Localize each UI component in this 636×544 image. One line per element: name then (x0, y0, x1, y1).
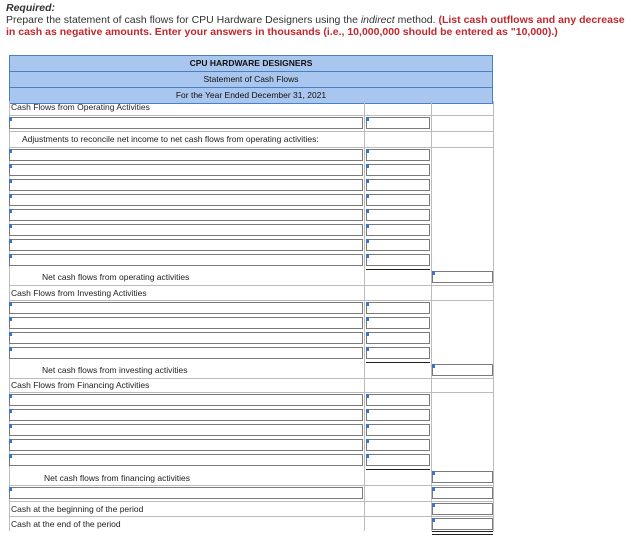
financing-net-label: Net cash flows from financing activities (44, 473, 190, 483)
column-divider (364, 101, 365, 531)
operating-adjustment-amount-input[interactable] (366, 194, 430, 206)
operating-adjustment-amount-input[interactable] (366, 224, 430, 236)
operating-net-income-label-input[interactable] (9, 117, 363, 129)
row-divider (9, 392, 493, 393)
financing-label-input[interactable] (9, 454, 363, 466)
cash-beginning-label: Cash at the beginning of the period (11, 504, 144, 514)
operating-adjustment-amount-input[interactable] (366, 209, 430, 221)
operating-adjustment-label-input[interactable] (9, 209, 363, 221)
instructions-emphasis: (List cash outflows and any decrease in cash as negative amounts. Enter your answers in thousands (i.e., 10,000,000 should be entered as "10,000).) (6, 14, 625, 38)
operating-adjustment-amount-input[interactable] (366, 239, 430, 251)
instructions-text (6, 14, 632, 38)
investing-net-label: Net cash flows from investing activities (42, 365, 188, 375)
adjustments-label: Adjustments to reconcile net income to net cash flows from operating activities: (22, 134, 319, 144)
row-divider (9, 378, 493, 379)
statement-header (9, 55, 493, 104)
operating-net-income-amount-input[interactable] (366, 117, 430, 129)
operating-adjustment-amount-input[interactable] (366, 164, 430, 176)
investing-heading: Cash Flows from Investing Activities (11, 288, 147, 298)
investing-amount-input[interactable] (366, 302, 430, 314)
net-change-label-input[interactable] (9, 487, 363, 499)
subtotal-line (366, 469, 430, 470)
financing-net-total-input[interactable] (432, 471, 493, 483)
instructions-part1: Prepare the statement of cash flows for CPU Hardware Designers using the (6, 14, 361, 26)
operating-adjustment-label-input[interactable] (9, 164, 363, 176)
subtotal-line (366, 362, 430, 363)
financing-amount-input[interactable] (366, 439, 430, 451)
company-name: CPU HARDWARE DESIGNERS (9, 55, 493, 71)
investing-label-input[interactable] (9, 302, 363, 314)
financing-label-input[interactable] (9, 424, 363, 436)
financing-label-input[interactable] (9, 394, 363, 406)
row-divider (9, 485, 493, 486)
operating-adjustment-amount-input[interactable] (366, 179, 430, 191)
investing-amount-input[interactable] (366, 332, 430, 344)
row-divider (9, 300, 493, 301)
double-underline (432, 531, 493, 535)
row-divider (9, 131, 493, 132)
row-divider (9, 147, 493, 148)
subtotal-line (366, 269, 430, 270)
operating-adjustment-label-input[interactable] (9, 254, 363, 266)
operating-adjustment-amount-input[interactable] (366, 254, 430, 266)
column-divider (431, 101, 432, 531)
instructions-method: indirect (360, 14, 395, 26)
column-divider (493, 101, 494, 531)
operating-adjustment-label-input[interactable] (9, 179, 363, 191)
financing-amount-input[interactable] (366, 394, 430, 406)
operating-adjustment-label-input[interactable] (9, 149, 363, 161)
statement-title: Statement of Cash Flows (9, 71, 493, 87)
operating-adjustment-label-input[interactable] (9, 194, 363, 206)
statement-period: For the Year Ended December 31, 2021 (9, 87, 493, 104)
financing-label-input[interactable] (9, 439, 363, 451)
financing-amount-input[interactable] (366, 409, 430, 421)
financing-amount-input[interactable] (366, 424, 430, 436)
financing-amount-input[interactable] (366, 454, 430, 466)
row-divider (9, 285, 493, 286)
operating-adjustment-label-input[interactable] (9, 239, 363, 251)
net-change-total-input[interactable] (432, 487, 493, 499)
operating-net-total-input[interactable] (432, 271, 493, 283)
operating-heading: Cash Flows from Operating Activities (11, 102, 150, 112)
investing-amount-input[interactable] (366, 317, 430, 329)
required-heading: Required: (6, 2, 56, 14)
cash-ending-input[interactable] (432, 518, 493, 530)
row-divider (9, 501, 493, 502)
operating-adjustment-amount-input[interactable] (366, 149, 430, 161)
instructions-part2: method. (394, 14, 439, 26)
instructions (6, 2, 632, 38)
cash-beginning-input[interactable] (432, 503, 493, 515)
investing-net-total-input[interactable] (432, 364, 493, 376)
financing-label-input[interactable] (9, 409, 363, 421)
operating-adjustment-label-input[interactable] (9, 224, 363, 236)
investing-label-input[interactable] (9, 317, 363, 329)
row-divider (9, 516, 493, 517)
investing-amount-input[interactable] (366, 347, 430, 359)
cash-ending-label: Cash at the end of the period (11, 519, 121, 529)
investing-label-input[interactable] (9, 347, 363, 359)
investing-label-input[interactable] (9, 332, 363, 344)
row-divider (9, 115, 493, 116)
financing-heading: Cash Flows from Financing Activities (11, 380, 150, 390)
operating-net-label: Net cash flows from operating activities (42, 272, 190, 282)
